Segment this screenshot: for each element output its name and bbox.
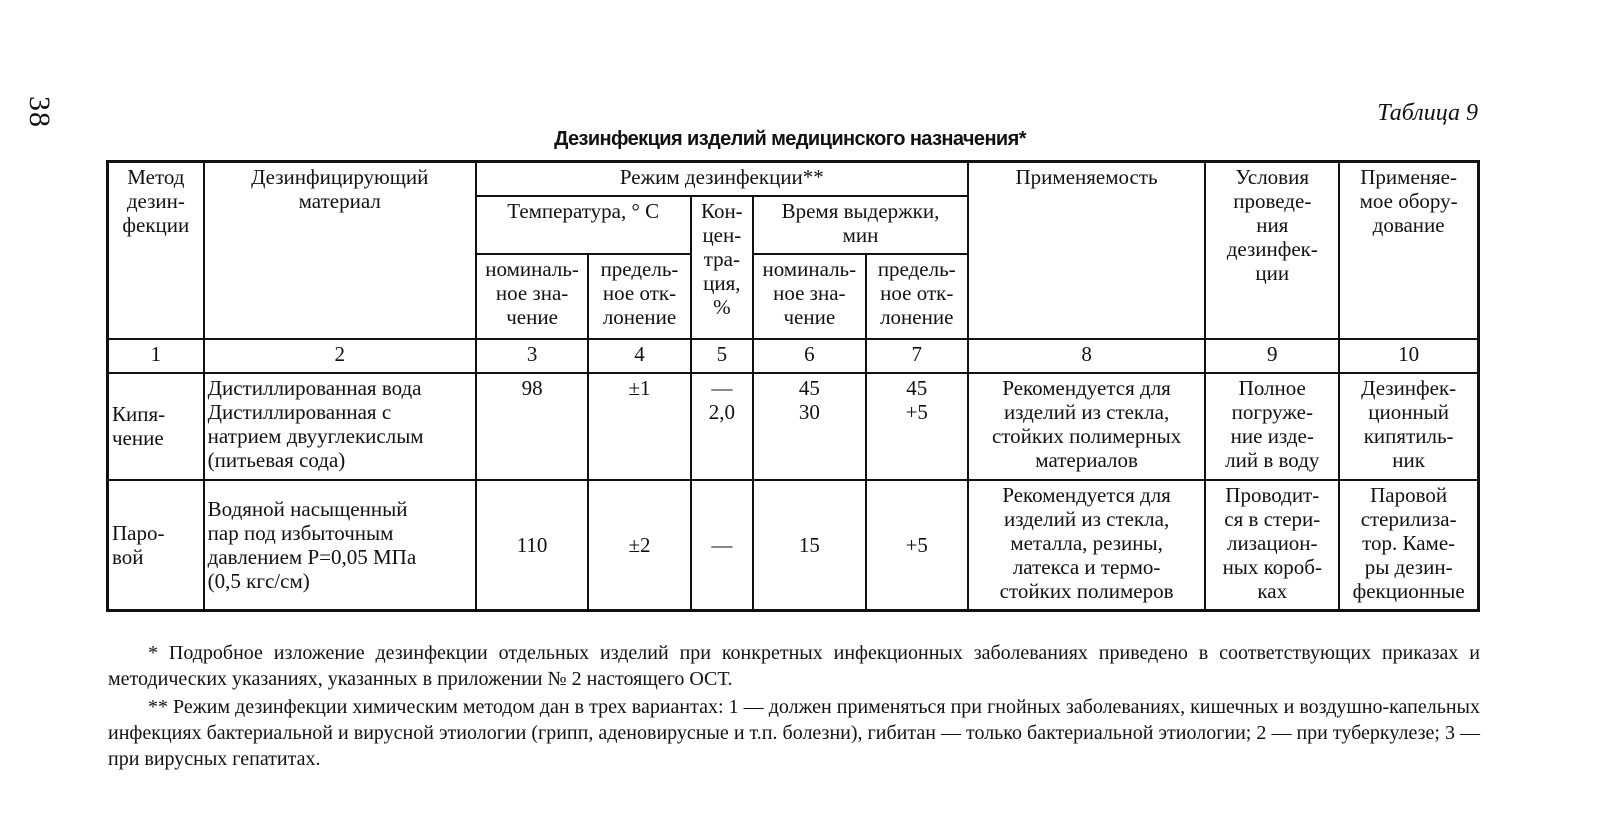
column-number: 4 — [588, 339, 690, 373]
cell-equipment: Дезинфек- ционный кипятиль- ник — [1339, 373, 1478, 480]
column-number: 6 — [753, 339, 866, 373]
header-applicability: Применяемость — [968, 162, 1205, 339]
cell-method: Кипя- чение — [108, 373, 204, 480]
header-mode: Режим дезинфекции** — [476, 162, 968, 196]
column-number: 7 — [866, 339, 968, 373]
column-number: 5 — [691, 339, 753, 373]
column-number: 3 — [476, 339, 589, 373]
column-number: 1 — [108, 339, 204, 373]
cell-concentration: — — [691, 480, 753, 611]
cell-applicability: Рекомендуется для изделий из стекла, стойких полимерных материалов — [968, 373, 1205, 480]
header-conditions: Условия проведе- ния дезинфек- ции — [1205, 162, 1339, 339]
cell-material: Дистиллированная вода Дистиллированная с натрием двууглекислым (питьевая сода) — [204, 373, 476, 480]
cell-temp-deviation: ±1 — [588, 373, 690, 480]
header-equipment: Применяе- мое обору- дование — [1339, 162, 1478, 339]
header-temperature: Температура, ° С — [476, 196, 691, 254]
cell-time-deviation: +5 — [866, 480, 968, 611]
cell-temp-nominal: 110 — [476, 480, 589, 611]
table-row-steam — [108, 480, 1479, 611]
header-time: Время выдержки, мин — [753, 196, 968, 254]
column-numbers-row — [108, 339, 1479, 373]
header-concentration: Кон- цен- тра- ция, % — [691, 196, 753, 339]
header-temp-nominal: номиналь- ное зна- чение — [476, 254, 589, 339]
cell-time-nominal: 45 30 — [753, 373, 866, 480]
header-temp-deviation: предель- ное отк- лонение — [588, 254, 690, 339]
column-number: 9 — [1205, 339, 1339, 373]
cell-equipment: Паровой стерилиза- тор. Каме- ры дезин- фекционные — [1339, 480, 1478, 611]
cell-conditions: Проводит- ся в стери- лизацион- ных короб- ках — [1205, 480, 1339, 611]
cell-time-nominal: 15 — [753, 480, 866, 611]
header-method: Метод дезин- фекции — [108, 162, 204, 339]
column-number: 8 — [968, 339, 1205, 373]
header-time-deviation: предель- ное отк- лонение — [866, 254, 968, 339]
footnote-2: ** Режим дезинфекции химическим методом дан в трех вариантах: 1 — должен применяться при гнойных заболеваниях, кишечных и воздушно-капельных инфекциях бактериальной и вирусной этиологии (грипп, аденовирусные и т.п. болезни), гибитан — только бактериальной этиологии; 2 — при туберкулезе; 3 — при вирусных гепатитах. — [108, 696, 1480, 770]
cell-method: Паро- вой — [108, 480, 204, 611]
disinfection-table — [106, 160, 1480, 612]
header-time-nominal: номиналь- ное зна- чение — [753, 254, 866, 339]
column-number: 2 — [204, 339, 476, 373]
column-number: 10 — [1339, 339, 1478, 373]
cell-temp-nominal: 98 — [476, 373, 589, 480]
cell-concentration: — 2,0 — [691, 373, 753, 480]
page-number: 38 — [23, 96, 56, 128]
cell-conditions: Полное погруже- ние изде- лий в воду — [1205, 373, 1339, 480]
footnote-1: * Подробное изложение дезинфекции отдельных изделий при конкретных инфекционных заболеваниях приведено в соответствующих приказах и методических указаниях, указанных в приложении № 2 настоящего ОСТ. — [108, 642, 1480, 690]
cell-applicability: Рекомендуется для изделий из стекла, металла, резины, латекса и термо- стойких полимеров — [968, 480, 1205, 611]
table-title: Дезинфекция изделий медицинского назначения* — [554, 128, 1026, 150]
header-material: Дезинфицирующий материал — [204, 162, 476, 339]
cell-material: Водяной насыщенный пар под избыточным давлением Р=0,05 МПа (0,5 кгс/см) — [204, 480, 476, 611]
table-row-boiling — [108, 373, 1479, 480]
footnotes — [108, 640, 1480, 774]
cell-temp-deviation: ±2 — [588, 480, 690, 611]
cell-time-deviation: 45 +5 — [866, 373, 968, 480]
table-label: Таблица 9 — [1377, 100, 1478, 126]
